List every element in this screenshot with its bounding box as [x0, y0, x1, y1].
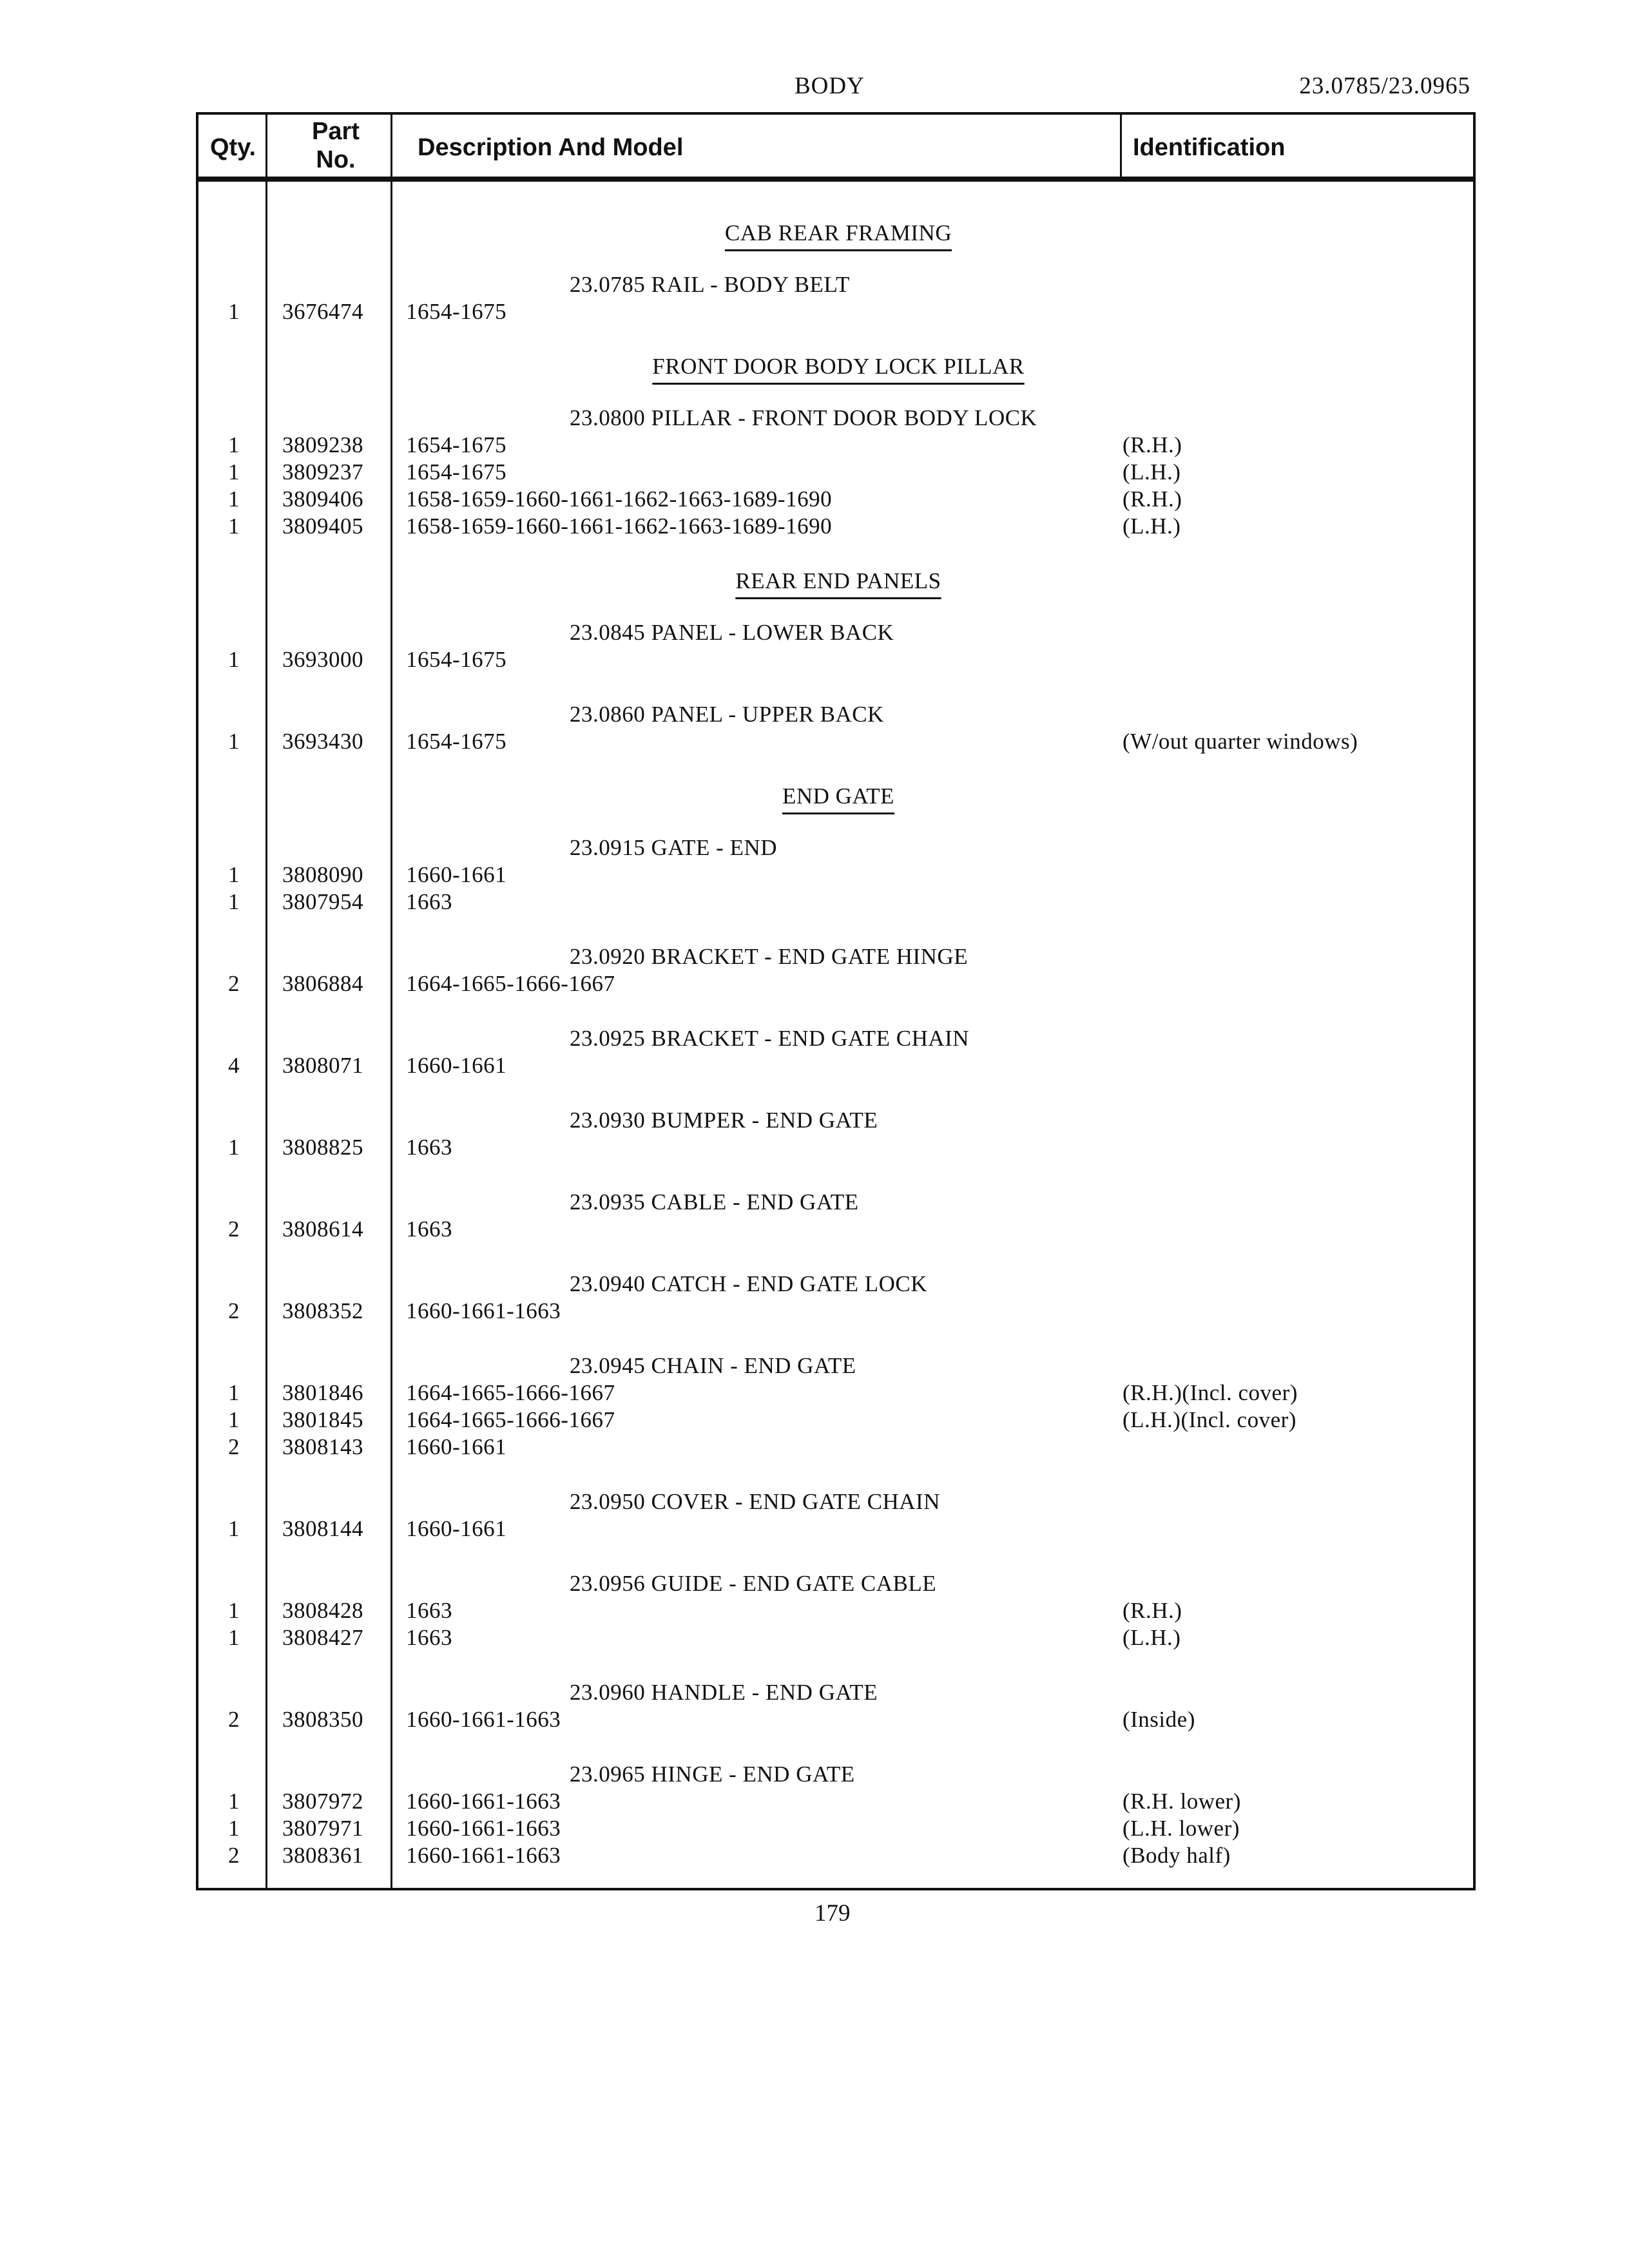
model-cell: 1658-1659-1660-1661-1662-1663-1689-1690	[406, 486, 833, 512]
header-identification: Identification	[1133, 134, 1286, 161]
model-cell: 1664-1665-1666-1667	[406, 1407, 615, 1432]
page-number: 179	[815, 1900, 851, 1927]
model-cell: 1658-1659-1660-1661-1662-1663-1689-1690	[406, 514, 833, 539]
part-number-cell: 3693430	[282, 729, 363, 754]
item-heading: 23.0950 COVER - END GATE CHAIN	[570, 1489, 940, 1514]
qty-cell: 1	[228, 1516, 240, 1541]
item-heading: 23.0960 HANDLE - END GATE	[570, 1680, 878, 1705]
item-heading: 23.0800 PILLAR - FRONT DOOR BODY LOCK	[570, 405, 1037, 430]
identification-cell: (Inside)	[1123, 1707, 1195, 1732]
section-heading: CAB REAR FRAMING	[724, 220, 952, 245]
identification-cell: (L.H.)	[1123, 1625, 1181, 1650]
part-number-cell: 3809237	[282, 459, 363, 485]
model-cell: 1664-1665-1666-1667	[406, 971, 615, 996]
parts-table	[196, 112, 1476, 1890]
item-heading: 23.0920 BRACKET - END GATE HINGE	[570, 944, 969, 969]
qty-cell: 1	[228, 1816, 240, 1841]
item-heading: 23.0845 PANEL - LOWER BACK	[570, 620, 894, 645]
identification-cell: (L.H. lower)	[1123, 1816, 1240, 1841]
model-cell: 1663	[406, 1598, 452, 1623]
qty-cell: 2	[228, 1843, 240, 1868]
section-heading: FRONT DOOR BODY LOCK PILLAR	[652, 354, 1025, 379]
identification-cell: (R.H. lower)	[1123, 1789, 1241, 1814]
identification-cell: (W/out quarter windows)	[1123, 729, 1358, 754]
qty-cell: 1	[228, 432, 240, 457]
part-number-cell: 3808090	[282, 862, 363, 887]
model-cell: 1654-1675	[406, 459, 507, 485]
model-cell: 1664-1665-1666-1667	[406, 1380, 615, 1405]
model-cell: 1660-1661	[406, 1053, 507, 1078]
identification-cell: (L.H.)(Incl. cover)	[1123, 1407, 1296, 1432]
identification-cell: (L.H.)	[1123, 459, 1181, 485]
part-number-cell: 3693000	[282, 647, 363, 672]
part-number-cell: 3808071	[282, 1053, 363, 1078]
header-description: Description And Model	[418, 134, 684, 161]
part-number-cell: 3808143	[282, 1434, 363, 1459]
identification-cell: (R.H.)	[1123, 432, 1182, 457]
part-number-cell: 3808361	[282, 1843, 363, 1868]
model-cell: 1663	[406, 1216, 452, 1242]
item-heading: 23.0860 PANEL - UPPER BACK	[570, 702, 884, 727]
part-number-cell: 3808428	[282, 1598, 363, 1623]
qty-cell: 1	[228, 299, 240, 324]
part-number-cell: 3809238	[282, 432, 363, 457]
item-heading: 23.0956 GUIDE - END GATE CABLE	[570, 1571, 937, 1596]
part-number-cell: 3806884	[282, 971, 363, 996]
qty-cell: 2	[228, 1434, 240, 1459]
qty-cell: 1	[228, 862, 240, 887]
part-number-cell: 3807971	[282, 1816, 363, 1841]
model-cell: 1654-1675	[406, 729, 507, 754]
item-heading: 23.0785 RAIL - BODY BELT	[570, 272, 850, 297]
page-header-title: BODY	[795, 73, 865, 99]
header-part-line1: Part	[312, 118, 360, 145]
qty-cell: 1	[228, 1789, 240, 1814]
model-cell: 1663	[406, 1625, 452, 1650]
model-cell: 1663	[406, 889, 452, 914]
model-cell: 1660-1661	[406, 862, 507, 887]
item-heading: 23.0925 BRACKET - END GATE CHAIN	[570, 1026, 970, 1051]
part-number-cell: 3809405	[282, 514, 363, 539]
model-cell: 1660-1661	[406, 1434, 507, 1459]
part-number-cell: 3808614	[282, 1216, 363, 1242]
qty-cell: 1	[228, 1598, 240, 1623]
qty-cell: 1	[228, 1135, 240, 1160]
qty-cell: 1	[228, 1407, 240, 1432]
model-cell: 1654-1675	[406, 647, 507, 672]
part-number-cell: 3807954	[282, 889, 363, 914]
qty-cell: 1	[228, 729, 240, 754]
qty-cell: 1	[228, 514, 240, 539]
section-heading: REAR END PANELS	[735, 568, 941, 593]
model-cell: 1660-1661-1663	[406, 1789, 561, 1814]
item-heading: 23.0945 CHAIN - END GATE	[570, 1353, 856, 1378]
part-number-cell: 3676474	[282, 299, 363, 324]
model-cell: 1663	[406, 1135, 452, 1160]
identification-cell: (Body half)	[1123, 1843, 1231, 1868]
qty-cell: 2	[228, 1216, 240, 1242]
header-part-line2: No.	[316, 146, 356, 173]
model-cell: 1654-1675	[406, 432, 507, 457]
part-number-cell: 3808825	[282, 1135, 363, 1160]
item-heading: 23.0935 CABLE - END GATE	[570, 1189, 859, 1215]
qty-cell: 1	[228, 1625, 240, 1650]
identification-cell: (L.H.)	[1123, 514, 1181, 539]
model-cell: 1660-1661-1663	[406, 1298, 561, 1323]
part-number-cell: 3808352	[282, 1298, 363, 1323]
item-heading: 23.0965 HINGE - END GATE	[570, 1762, 855, 1787]
qty-cell: 4	[228, 1053, 240, 1078]
part-number-cell: 3808427	[282, 1625, 363, 1650]
table-body	[198, 115, 1473, 1888]
header-qty: Qty.	[210, 134, 256, 161]
identification-cell: (R.H.)	[1123, 486, 1182, 512]
item-heading: 23.0930 BUMPER - END GATE	[570, 1108, 878, 1133]
part-number-cell: 3801845	[282, 1407, 363, 1432]
model-cell: 1660-1661-1663	[406, 1843, 561, 1868]
model-cell: 1660-1661	[406, 1516, 507, 1541]
qty-cell: 1	[228, 459, 240, 485]
part-number-cell: 3801846	[282, 1380, 363, 1405]
section-heading: END GATE	[782, 783, 895, 809]
qty-cell: 2	[228, 1707, 240, 1732]
item-heading: 23.0915 GATE - END	[570, 835, 778, 860]
qty-cell: 2	[228, 1298, 240, 1323]
part-number-cell: 3809406	[282, 486, 363, 512]
qty-cell: 2	[228, 971, 240, 996]
qty-cell: 1	[228, 1380, 240, 1405]
identification-cell: (R.H.)	[1123, 1598, 1182, 1623]
part-number-cell: 3808144	[282, 1516, 363, 1541]
item-heading: 23.0940 CATCH - END GATE LOCK	[570, 1271, 928, 1296]
identification-cell: (R.H.)(Incl. cover)	[1123, 1380, 1298, 1405]
model-cell: 1654-1675	[406, 299, 507, 324]
qty-cell: 1	[228, 647, 240, 672]
part-number-cell: 3808350	[282, 1707, 363, 1732]
model-cell: 1660-1661-1663	[406, 1707, 561, 1732]
page-header-range: 23.0785/23.0965	[1299, 73, 1470, 99]
model-cell: 1660-1661-1663	[406, 1816, 561, 1841]
qty-cell: 1	[228, 486, 240, 512]
part-number-cell: 3807972	[282, 1789, 363, 1814]
qty-cell: 1	[228, 889, 240, 914]
